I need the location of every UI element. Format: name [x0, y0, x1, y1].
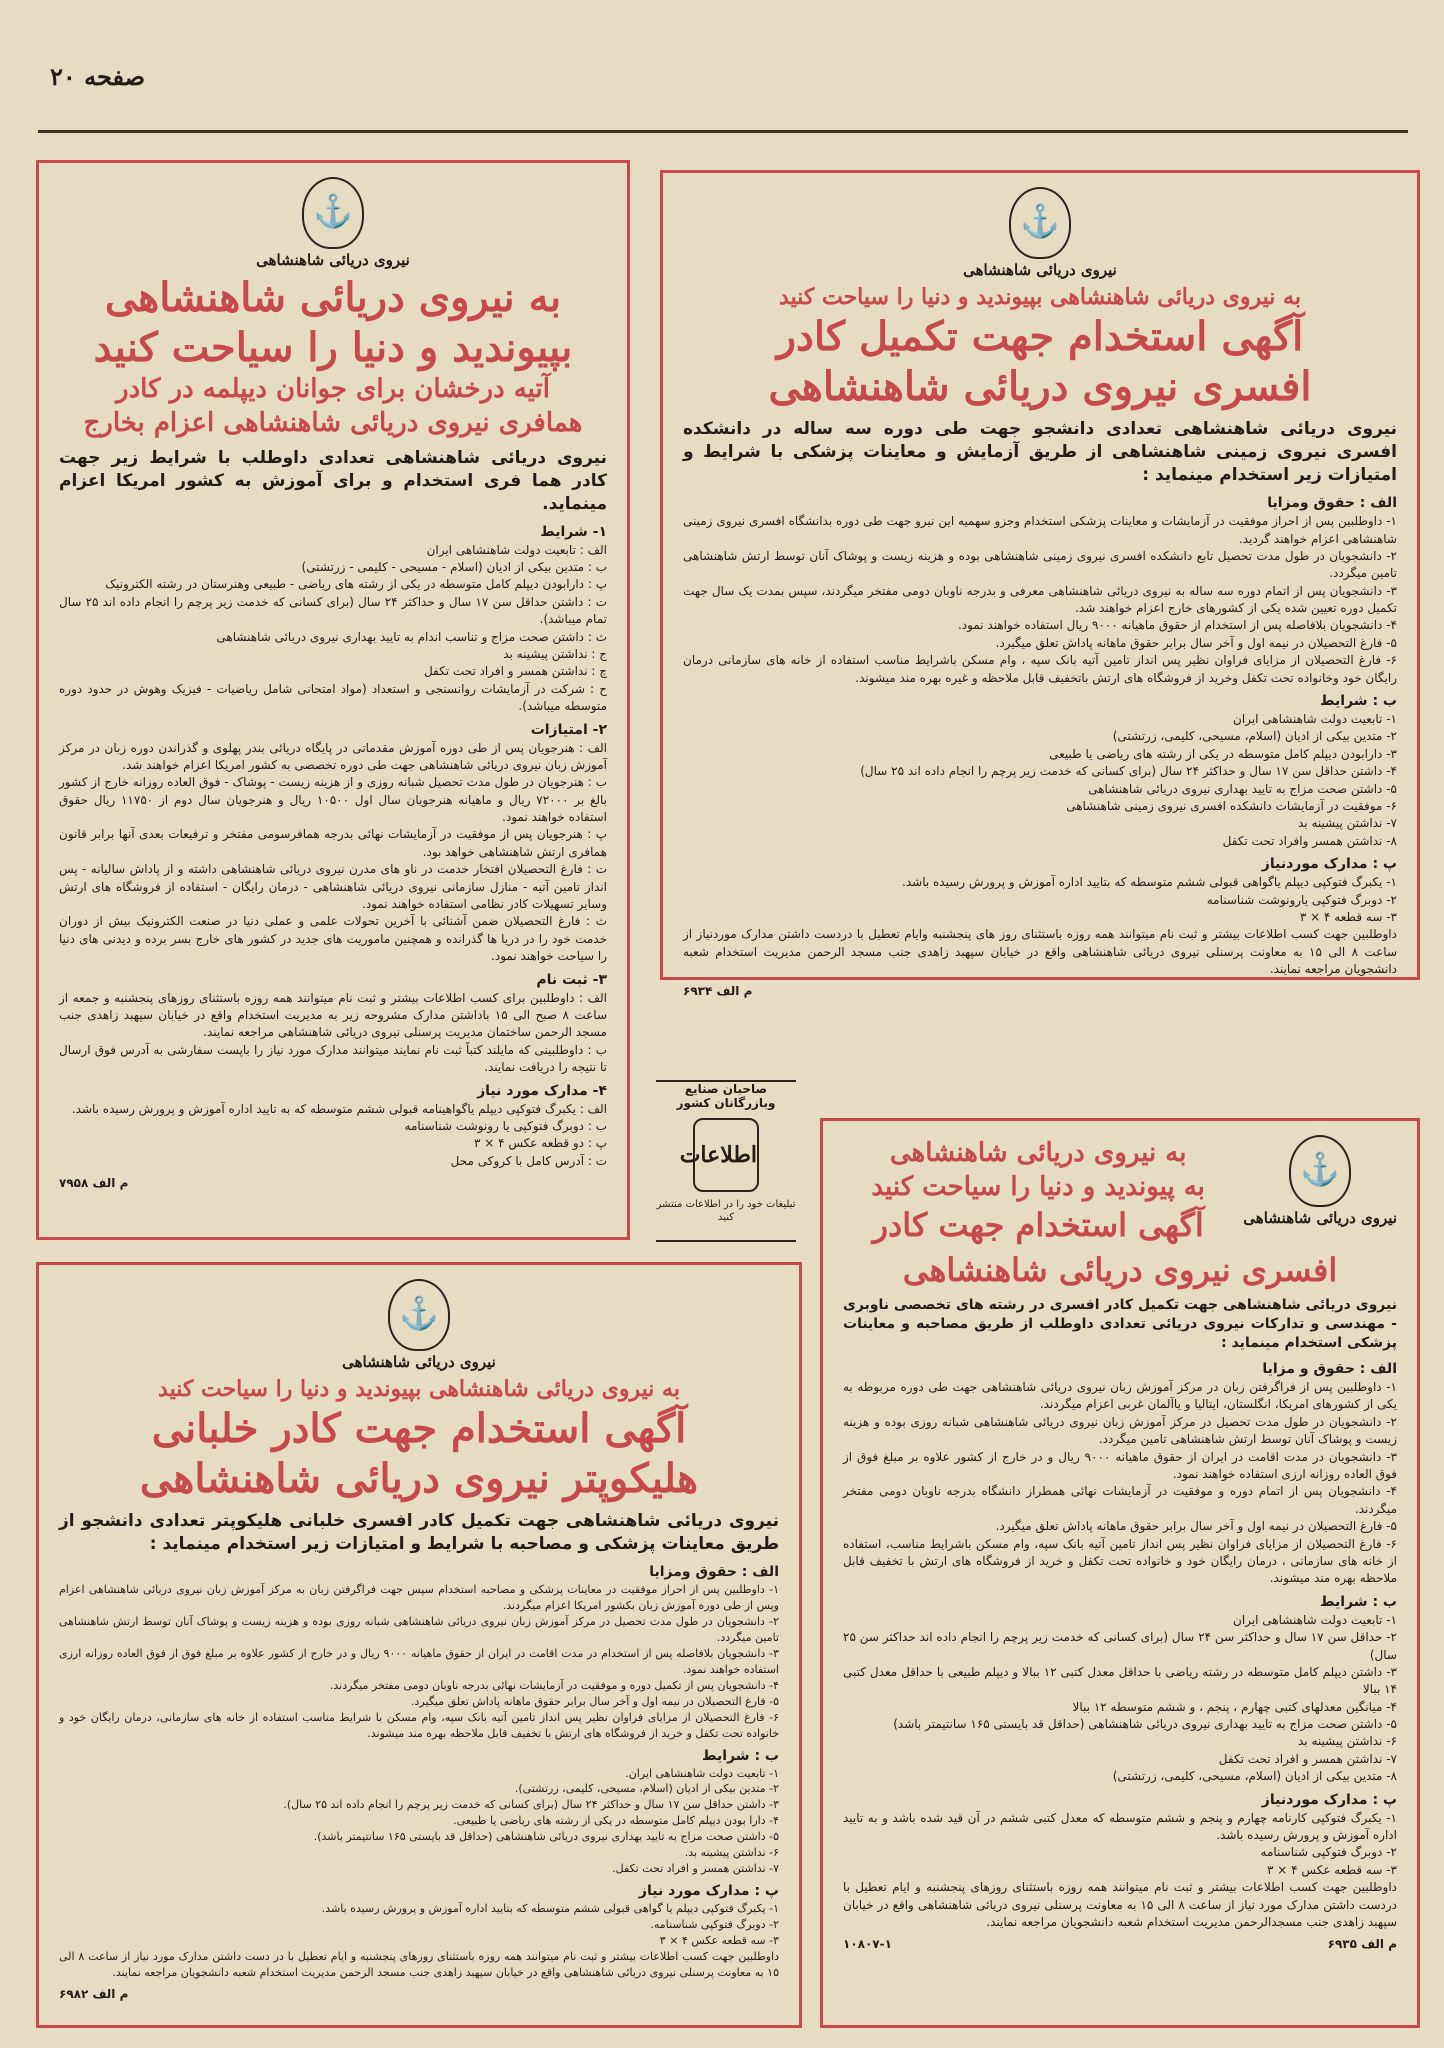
ad4-logo-text: نیروی دریائی شاهنشاهی: [342, 1353, 496, 1371]
ad3-logo: [1243, 1135, 1397, 1227]
ad4-condition: ۲- متدین بیکی از ادیان (اسلام، مسیحی، کلیمی، زرتشتی).: [514, 1782, 779, 1796]
ad-helicopter-pilot: [36, 1262, 802, 2028]
ad3-footer: داوطلبین جهت کسب اطلاعات بیشتر و ثبت نام میتوانند همه روزه باستثنای روزهای پنجشنبه و ایام تعطیل با دردست داشتن مدارک مورد نیاز از ساعت ۸ الی ۱۵ به معاونت پرسنلی نیروی دریائی شاهنشاهی واقع در خیابان سپهبد زاهدی جنب مسجدالرحمن مدیریت استخدام شعبه دانشجویان مراجعه نمایند.: [843, 1880, 1397, 1929]
ad1-document: ت : آدرس کامل با کروکی محل: [450, 1153, 607, 1168]
ad3-intro: نیروی دریائی شاهنشاهی جهت تکمیل کادر افسری در رشته های تخصصی ناوبری - مهندسی و تدارکات نیروی دریائی تعدادی داوطلب از طریق مصاحبه و معاینات پزشکی استخدام مینماید :: [843, 1297, 1397, 1352]
ad3-ref: م الف ۶۹۳۵: [1327, 1937, 1397, 1952]
ad4-benefit: ۲- دانشجویان در طول مدت تحصیل در مرکز آموزش زبان نیروی دریائی شاهنشاهی شبانه روزی بوده و هزینه زیست و پوشاک آنان توسط ارتش شاهنشاهی تامین میگردد.: [59, 1615, 779, 1644]
ad1-condition: ج : نداشتن پیشینه بد: [503, 646, 607, 661]
ad2-heading2: آگهی استخدام جهت تکمیل کادر: [776, 313, 1304, 361]
ad4-section1: الف : حقوق ومزایا: [649, 1564, 779, 1581]
ad1-condition: ث : داشتن صحت مزاج و تناسب اندام به تایید بهداری نیروی دریائی شاهنشاهی: [216, 629, 607, 644]
navy-emblem-icon: ⚓: [1009, 187, 1071, 259]
navy-emblem-icon: ⚓: [302, 177, 364, 249]
ad1-ref: م الف ۷۹۵۸: [59, 1176, 129, 1191]
ad3-section3: پ : مدارک موردنیاز: [1261, 1791, 1397, 1808]
ad2-condition: ۳- دارابودن دیپلم کامل متوسطه در یکی از رشته های ریاضی یا طبیعی: [1049, 746, 1397, 761]
page-header: [38, 50, 1408, 133]
ad4-condition: ۱- تابعیت دولت شاهنشاهی ایران.: [625, 1766, 779, 1780]
press-box: [656, 1080, 796, 1242]
ad1-condition: ح : شرکت در آزمایشات روانسنجی و استعداد (مواد امتحانی شامل ریاضیات - فیزیک وهوش در حدود دوره متوسطه میباشد).: [59, 681, 607, 714]
navy-emblem-icon: ⚓: [388, 1279, 450, 1351]
ad3-document: ۲- دوبرگ فتوکپی شناسنامه: [1260, 1845, 1397, 1860]
ad4-condition: ۳- داشتن حداقل سن ۱۷ سال و حداکثر ۲۴ سال (برای کسانی که خدمت زیر پرچم را انجام داده اند ۲۵ سال).: [283, 1798, 779, 1812]
ad1-benefit: ت : فارغ التحصیلان افتخار خدمت در ناو های مدرن نیروی دریائی شاهنشاهی داشته و از پاداش سالیانه - پس انداز تامین آتیه - منازل سازمانی نیروی دریائی شاهنشاهی - درمان رایگان - استفاده از فروشگاه های ارتش وسایر تسهیلات کادر نظامی استفاده خواهند نمود.: [59, 862, 607, 912]
ad4-section3: پ : مدارک مورد نیاز: [638, 1883, 779, 1900]
ad2-section2: ب : شرایط: [1320, 693, 1397, 710]
ad1-section3: ۳- ثبت نام: [536, 971, 607, 988]
press-tag: صاحبان صنایع وبازرگانان کشور: [676, 1082, 776, 1110]
ad3-benefit: ۱- داوطلبین پس از فراگرفتن زبان در مرکز آموزش زبان نیروی دریائی شاهنشاهی جهت طی دوره مربوطه به یکی از کشورهای امریکا، انگلستان، ایتالیا و یاآلمان غربی اعزام میگردند.: [843, 1380, 1397, 1412]
ad2-condition: ۵- داشتن صحت مزاج به تایید بهداری نیروی دریائی شاهنشاهی: [1088, 781, 1397, 796]
ad1-benefit: ب : هنرجویان در طول مدت تحصیل شبانه روزی و از هزینه زیست - پوشاک - فوق العاده روزانه خارج از کشور بالغ بر ۷۲۰۰۰ ریال و ماهیانه هنرجویان سال اول ۱۰۵۰۰ ریال و هنرجویان سال دوم از ۱۱۷۵۰ ریال حقوق استفاده خواهند نمود.: [59, 775, 607, 825]
ad2-condition: ۲- متدین بیکی از ادیان (اسلام، مسیحی، کلیمی، زرتشتی): [1112, 729, 1397, 744]
ad2-heading3: افسری نیروی دریائی شاهنشاهی: [768, 363, 1312, 411]
ad3-head-row: [843, 1135, 1397, 1248]
ad4-section2: ب : شرایط: [702, 1747, 779, 1764]
ad2-logo: [683, 187, 1397, 279]
ad1-heading3: آتیه درخشان برای جوانان دیپلمه در کادر: [116, 374, 550, 404]
ad2-document: ۱- یکبرگ فتوکپی دیپلم یاگواهی قبولی ششم متوسطه که بتایید اداره آموزش و پرورش رسیده باشد.: [902, 875, 1397, 890]
ad2-section3: پ : مدارک موردنیاز: [1261, 856, 1397, 873]
ettelaat-logo: اطلاعات: [693, 1118, 759, 1192]
ad1-condition: ت : داشتن حداقل سن ۱۷ سال و حداکثر ۲۴ سال (برای کسانی که خدمت زیر پرچم را انجام داده اند ۲۵ سال تمام میباشد).: [59, 594, 607, 627]
ad1-section1: ۱- شرایط: [540, 523, 607, 540]
ad3-condition: ۲- حداقل سن ۱۷ سال و حداکثر سن ۲۴ سال (برای کسانی که خدمت زیر پرچم را انجام داده اند حداکثر سن ۲۵ سال): [843, 1630, 1397, 1662]
ad4-logo: [59, 1279, 779, 1371]
ad4-benefit: ۵- فارغ التحصیلان در نیمه اول و آخر سال برابر حقوق ماهانه پاداش تعلق میگیرد.: [411, 1694, 779, 1708]
ad2-footer: داوطلبین جهت کسب اطلاعات بیشتر و ثبت نام میتوانند همه روزه باستثنای روز های پنجشنبه وایام تعطیل با دردست داشتن مدارک موردنیاز از ساعت ۸ الی ۱۵ به معاونت پرسنلی نیروی دریائی شاهنشاهی واقع در خیابان سپهبد زاهدی جنب مسجد الرحمن مدیریت استخدام شعبه دانشجویان مراجعه نمایند.: [683, 927, 1398, 977]
ad3-benefit: ۳- دانشجویان در مدت اقامت در ایران از حقوق ماهیانه ۹۰۰۰ ریال و در خارج از کشور علاوه بر مبلغ فوق از فوق العاده روزانه ارزی استفاده خواهند نمود.: [843, 1449, 1397, 1481]
ad1-registration: الف : داوطلبین برای کسب اطلاعات بیشتر و ثبت نام میتوانند همه روزه باستثنای روزهای پنجشنبه و جمعه از ساعت ۸ صبح الی ۱۵ باداشتن مدارک مشروحه زیر به مدیریت استخدام واقع در خیابان سپهبد زاهدی جنب مسجد الرحمن ساختمان مدیریت پرسنلی نیروی دریائی شاهنشاهی مراجعه نمایند.: [59, 990, 608, 1040]
ad2-section1: الف : حقوق ومزایا: [1267, 495, 1397, 512]
ad3-condition: ۵- داشتن صحت مزاج به تایید بهداری نیروی دریائی شاهنشاهی (حداقل قد بایستی ۱۶۵ سانتیمتر باشد): [893, 1717, 1397, 1732]
ad2-benefit: ۱- داوطلبین پس از احراز موفقیت در آزمایشات و معاینات پزشکی استخدام وجزو سهمیه این نیرو جهت طی دوره بدانشگاه افسری نیروی زمینی شاهنشاهی اعزام خواهند گردید.: [683, 514, 1397, 546]
ad2-benefit: ۶- فارغ التحصیلان از مزایای فراوان نظیر پس انداز تامین آتیه بانک سپه ، وام مسکن باشرایط مناسب استفاده از خانه های سازمانی درمان رایگان خود وخانواده تحت تکفل وخرید از فروشگاه های ارتش باتخفیف قابل ملاحظه و غیره بهره مند میشوند.: [683, 653, 1397, 685]
ad3-section2: ب : شرایط: [1320, 1593, 1397, 1610]
ad3-benefit: ۴- دانشجویان پس از اتمام دوره و موفقیت در آزمایشات نهائی همطراز دانشگاه بدرجه ناوبان دومی مفتخر میگردند.: [843, 1484, 1397, 1516]
ad4-benefit: ۶- فارغ التحصیلان از مزایای فراوان نظیر پس انداز تامین آتیه بانک سپه، وام مسکن با شرایط مناسب استفاده از خانه های سازمانی، درمان رایگان خود و خانواده تحت تکفل و خرید از فروشگاه های ارتش با تخفیف قابل ملاحظه بهره مند میشوند.: [59, 1710, 779, 1740]
ad1-heading2: بپیوندید و دنیا را سیاحت کنید: [93, 324, 573, 371]
ad2-benefit: ۲- دانشجویان در طول مدت تحصیل تابع دانشکده افسری نیروی زمینی شاهنشاهی بوده و هزینه زیست و پوشاک آنان توسط ارتش شاهنشاهی تامین میگردد.: [683, 548, 1397, 581]
ad4-benefit: ۳- دانشجویان بلافاصله پس از استخدام در مدت اقامت در ایران از حقوق ماهیانه ۹۰۰۰ ریال و در خارج از کشور علاوه بر مبلغ فوق از فوق العاده روزانه ارزی استفاده خواهند نمود.: [59, 1646, 779, 1676]
ad4-document: ۱- یکبرگ فتوکپی دیپلم یا گواهی قبولی ششم متوسطه که بتایید اداره آموزش و پرورش رسیده باشد.: [321, 1902, 779, 1916]
ad1-condition: چ : نداشتن همسر و افراد تحت تکفل: [423, 664, 607, 679]
ad2-condition: ۴- داشتن حداقل سن ۱۷ سال و حداکثر ۲۴ سال (برای کسانی که خدمت زیر پرچم را انجام داده اند ۲۵ سال): [860, 764, 1397, 779]
ad3-condition: ۳- داشتن دیپلم کامل متوسطه در رشته ریاضی با حداقل معدل کتبی ۱۲ ببالا و دیپلم طبیعی با حداقل معدل کتبی ۱۴ ببالا: [843, 1664, 1397, 1697]
ad1-condition: پ : دارابودن دیپلم کامل متوسطه در یکی از رشته های ریاضی - طبیعی وهنرستان در رشته الکترونیک: [105, 577, 607, 592]
ad3-logo-text: نیروی دریائی شاهنشاهی: [1243, 1209, 1397, 1227]
ad2-condition: ۷- نداشتن پیشینه بد: [1298, 816, 1397, 831]
ad4-heading3: هلیکوپتر نیروی دریائی شاهنشاهی: [139, 1455, 699, 1503]
press-body: تبلیغات خود را در اطلاعات منتشر کنید: [656, 1199, 796, 1223]
ad4-benefit: ۴- دانشجویان پس از تکمیل دوره و موفقیت در آزمایشات نهائی بدرجه ناوبان دومی مفتخر میگردند.: [329, 1678, 779, 1692]
ad4-ref: م الف ۶۹۸۲: [59, 1986, 129, 2001]
ad1-condition: ب : متدین بیکی از ادیان (اسلام - مسیحی - کلیمی - زرتشتی): [301, 559, 607, 574]
ad-officer-cadre: [660, 170, 1420, 999]
ad1-section4: ۴- مدارک مورد نیاز: [477, 1082, 607, 1099]
ad3-benefit: ۶- فارغ التحصیلان از مزایای فراوان نظیر پس انداز تامین آتیه بانک سپه، وام مسکن باشرایط مناسب، استفاده از خانه های سازمانی ، درمان رایگان خود و خانواده تحت تکفل و خرید از فروشگاه های ارتش با تخفیف قابل ملاحظه بهره مند میشوند.: [843, 1536, 1397, 1586]
page-number: صفحه ۲۰: [50, 62, 146, 91]
ad2-condition: ۶- موفقیت در آزمایشات دانشکده افسری نیروی زمینی شاهنشاهی: [1066, 798, 1397, 813]
ad3-ref-row: [843, 1931, 1397, 1951]
ad-homafar: [36, 160, 630, 1240]
ad3-heading3: آگهی استخدام جهت کادر: [872, 1205, 1204, 1244]
ad3-document: ۳- سه قطعه عکس ۴ × ۳: [1266, 1862, 1397, 1877]
ad4-document: ۲- دوبرگ فتوکپی شناسنامه.: [650, 1918, 779, 1932]
ad4-benefit: ۱- داوطلبین پس از احراز موفقیت در معاینات پزشکی و مصاحبه استخدام سپس جهت فراگرفتن زبان به مرکز آموزش زبان نیروی دریائی شاهنشاهی اعزام وپس از طی دوره آموزش زبان بکشور امریکا اعزام میگردند.: [59, 1583, 779, 1613]
ad3-benefit: ۲- دانشجویان در طول مدت تحصیل در مرکز آموزش زبان نیروی دریائی شاهنشاهی شبانه روزی بوده و هزینه زیست و پوشاک آنان توسط ارتش شاهنشاهی تامین میگردد.: [843, 1414, 1397, 1447]
ad1-intro: نیروی دریائی شاهنشاهی تعدادی داوطلب با شرایط زیر جهت کادر هما فری استخدام و برای آموزش به کشور امریکا اعزام مینماید.: [59, 447, 607, 514]
ad2-benefit: ۳- دانشجویان پس از اتمام دوره سه ساله به نیروی دریائی شاهنشاهی معرفی و بدرجه ناوبان دومی مفتخر میگردند، سپس بمدت یک سال جهت تکمیل دوره تعیین شده یکی از کشورهای خارج اعزام خواهند شد.: [683, 583, 1397, 616]
ad1-registration: ب : داوطلبینی که مایلند کتباً ثبت نام نمایند میتوانند مدارک مورد نیاز را باپست سفارشی به آدرس فوق ارسال تا نتیجه را دریافت نمایند.: [59, 1042, 607, 1075]
ad4-footer: داوطلبین جهت کسب اطلاعات بیشتر و ثبت نام میتوانند همه روزه باستثنای روزهای پنجشنبه و ایام تعطیل با در دست داشتن مدارک مورد نیاز از ساعت ۸ الی ۱۵ به معاونت پرسنلی نیروی دریائی شاهنشاهی واقع در خیابان سپهبد زاهدی جنب مسجد الرحمن مدیریت استخدام شعبه دانشجویان مراجعه نمایند.: [59, 1949, 779, 1979]
ad3-ref2: ۱۰۸۰۷-۱: [843, 1937, 892, 1952]
navy-emblem-icon: ⚓: [1289, 1135, 1351, 1207]
ad2-intro: نیروی دریائی شاهنشاهی تعدادی دانشجو جهت طی دوره سه ساله در دانشکده افسری نیروی زمینی شاهنشاهی از طریق آزمایش و معاینات پزشکی با شرایط و امتیازات زیر استخدام مینماید :: [683, 419, 1397, 486]
ad4-intro: نیروی دریائی شاهنشاهی جهت تکمیل کادر افسری خلبانی هلیکوپتر تعدادی دانشجو از طریق معاینات پزشکی و مصاحبه با شرایط و امتیازات زیر استخدام مینماید :: [59, 1511, 779, 1555]
ad2-ref: م الف ۶۹۳۴: [683, 984, 753, 999]
ad4-heading1: به نیروی دریائی شاهنشاهی بپیوندید و دنیا را سیاحت کنید: [158, 1376, 680, 1402]
ad1-heading1: به نیروی دریائی شاهنشاهی: [104, 274, 562, 321]
ad3-heading4: افسری نیروی دریائی شاهنشاهی: [902, 1250, 1338, 1289]
ad3-heading1: به نیروی دریائی شاهنشاهی: [889, 1138, 1187, 1168]
ad4-condition: ۵- داشتن صحت مزاج به تایید بهداری نیروی دریائی شاهنشاهی (حداقل قد بایستی ۱۶۵ سانتیمتر باشد).: [313, 1830, 779, 1844]
ad2-heading1: به نیروی دریائی شاهنشاهی بپیوندید و دنیا را سیاحت کنید: [779, 284, 1301, 310]
ad-officer-specialist: [820, 1118, 1420, 2028]
ad2-condition: ۸- نداشتن همسر وافراد تحت تکفل: [1222, 833, 1397, 848]
ad3-section1: الف : حقوق و مزایا: [1262, 1361, 1397, 1378]
ad2-benefit: ۴- دانشجویان بلافاصله پس از استخدام از حقوق ماهیانه ۹۰۰۰ ریال استفاده خواهند نمود.: [957, 618, 1397, 633]
ad2-benefit: ۵- فارغ التحصیلان در نیمه اول و آخر سال برابر حقوق ماهانه پاداش تعلق میگیرد.: [995, 635, 1397, 650]
ad3-condition: ۷- نداشتن همسر و افراد تحت تکفل: [1218, 1751, 1397, 1766]
ad2-logo-text: نیروی دریائی شاهنشاهی: [963, 261, 1117, 279]
ad1-benefit: ث : فارغ التحصیلان ضمن آشنائی با آخرین تحولات علمی و عملی دنیا در صنعت الکترونیک بیش از دوران خدمت خود را در دریا ها گذرانده و همچنین ماموریت های جدید در کشور های خارج بسر برده و دیدنی های دنیا را سیاحت خواهند نمود.: [59, 914, 607, 964]
ad2-document: ۳- سه قطعه ۴ × ۳: [1299, 909, 1397, 924]
ad1-logo: [59, 177, 607, 269]
ad1-document: الف : یکبرگ فتوکپی دیپلم یاگواهینامه قبولی ششم متوسطه که به تایید اداره آموزش و پرورش رسیده باشد.: [71, 1101, 607, 1116]
ad3-condition: ۸- متدین بیکی از ادیان (اسلام، مسیحی، کلیمی، زرتشتی): [1112, 1769, 1397, 1784]
ad3-benefit: ۵- فارغ التحصیلان در نیمه اول و آخر سال برابر حقوق ماهانه پاداش تعلق میگیرد.: [995, 1519, 1397, 1534]
ad3-condition: ۶- نداشتن پیشینه بد: [1298, 1734, 1397, 1749]
ad1-benefit: الف : هنرجویان پس از طی دوره آموزش مقدماتی در پایگاه دریائی بندر پهلوی و گذراندن دوره زبان در مرکز آموزش زبان نیروی دریائی شاهنشاهی جهت طی دوره تخصصی به کشور امریکا اعزام خواهند شد.: [59, 740, 607, 772]
ad1-document: ب : دوبرگ فتوکپی یا رونوشت شناسنامه: [404, 1118, 607, 1133]
ad1-document: پ : دو قطعه عکس ۴ × ۳: [473, 1136, 607, 1151]
ad1-condition: الف : تابعیت دولت شاهنشاهی ایران: [426, 542, 607, 557]
ad4-condition: ۷- نداشتن همسر و افراد تحت تکفل.: [612, 1862, 779, 1876]
ad1-logo-text: نیروی دریائی شاهنشاهی: [256, 251, 410, 269]
ad3-condition: ۴- میانگین معدلهای کتبی چهارم ، پنجم ، و ششم متوسطه ۱۲ ببالا: [1072, 1699, 1397, 1714]
ad3-condition: ۱- تابعیت دولت شاهنشاهی ایران: [1233, 1612, 1397, 1627]
ad3-heading-group: [843, 1135, 1233, 1248]
ad4-condition: ۴- دارا بودن دیپلم کامل متوسطه در یکی از رشته های ریاضی یا طبیعی.: [453, 1814, 779, 1828]
ad1-benefit: پ : هنرجویان پس از موفقیت در آزمایشات نهائی بدرجه همافرسومی مفتخر و ترفیعات بعدی آنها برابر قانون همافری ارتش شاهنشاهی خواهد بود.: [59, 827, 607, 859]
ad2-condition: ۱- تابعیت دولت شاهنشاهی ایران: [1233, 712, 1397, 727]
ad4-heading2: آگهی استخدام جهت کادر خلبانی: [151, 1405, 687, 1453]
ad4-condition: ۶- نداشتن پیشینه بد.: [684, 1846, 779, 1860]
ad2-document: ۲- دوبرگ فتوکپی یارونوشت شناسنامه: [1206, 892, 1397, 907]
ad3-heading2: به پیوندید و دنیا را سیاحت کنید: [871, 1171, 1205, 1202]
ad4-document: ۳- سه قطعه عکس ۴ × ۳: [659, 1933, 779, 1947]
ad3-document: ۱- یکبرگ فتوکپی کارنامه چهارم و پنجم و ششم متوسطه که معدل کتبی ششم در آن قید شده باشد و به تایید اداره آموزش و پرورش رسیده باشد.: [843, 1810, 1397, 1843]
ad1-section2: ۲- امتیازات: [530, 721, 607, 738]
ad1-heading4: همافری نیروی دریائی شاهنشاهی اعزام بخارج: [83, 407, 583, 438]
